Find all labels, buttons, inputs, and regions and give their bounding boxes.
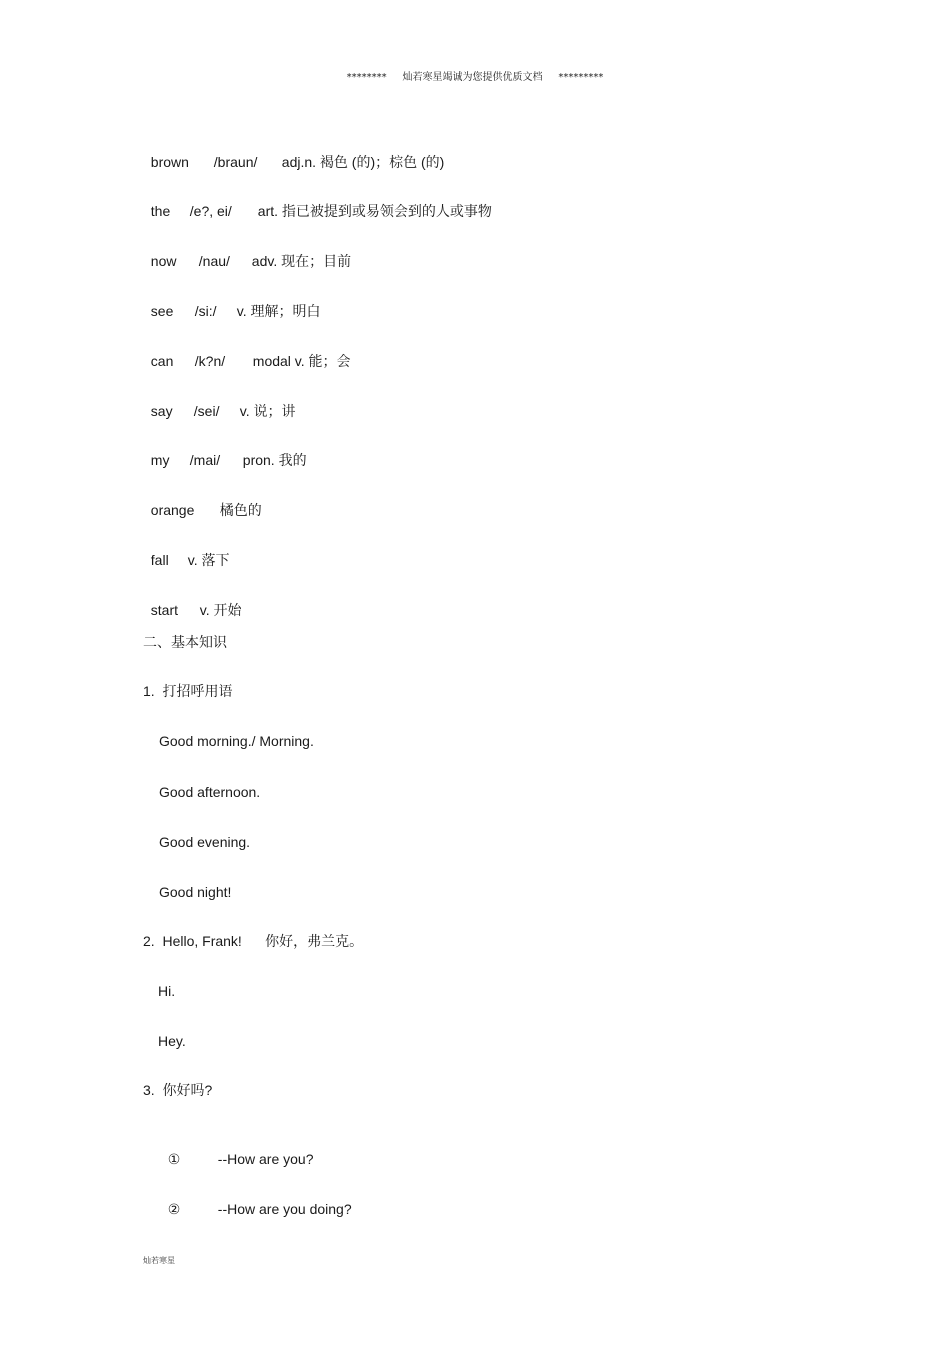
question-text: --How are you doing? (217, 1201, 352, 1217)
vocab-word: can (150, 353, 174, 369)
vocab-word: brown (150, 154, 189, 170)
vocab-meaning: adj.n. 褐色 (的)；棕色 (的) (281, 154, 445, 170)
vocab-row-fall (143, 533, 230, 569)
vocab-meaning: v. 说；讲 (239, 403, 296, 419)
vocab-word: my (150, 452, 170, 468)
reply-line: Hey. (158, 1033, 186, 1049)
section-title: 二、基本知识 (143, 634, 227, 650)
vocab-row-the (143, 184, 492, 220)
page-footer: 灿若寒星 (143, 1256, 175, 1265)
reply-line: Hi. (158, 983, 176, 999)
vocab-word: say (150, 403, 173, 419)
vocab-phonetic: /si:/ (194, 303, 217, 319)
vocab-word: fall (150, 552, 169, 568)
vocab-row-orange (143, 483, 262, 519)
question-text: --How are you? (217, 1151, 314, 1167)
vocab-meaning: v. 落下 (187, 552, 230, 568)
circled-number-marker: ② (167, 1201, 181, 1217)
vocab-meaning: v. 理解；明白 (236, 303, 321, 319)
vocab-word: orange (150, 502, 195, 518)
vocab-meaning: v. 开始 (199, 602, 242, 618)
vocab-word: see (150, 303, 174, 319)
vocab-row-can (143, 334, 351, 370)
vocab-row-brown (143, 135, 444, 171)
vocab-row-see (143, 284, 321, 320)
vocab-meaning: art. 指已被提到或易领会到的人或事物 (257, 203, 492, 219)
vocab-word: now (150, 253, 177, 269)
vocab-word: start (150, 602, 179, 618)
greeting-line: Good night! (159, 884, 232, 900)
page-header: ******** 灿若寒星竭诚为您提供优质文档 ********* (346, 72, 604, 83)
question-line (160, 1182, 352, 1218)
vocab-phonetic: /sei/ (193, 403, 220, 419)
vocab-row-now (143, 234, 351, 270)
vocab-meaning: adv. 现在；目前 (251, 253, 352, 269)
vocab-row-start (143, 583, 242, 619)
vocab-meaning: 橘色的 (219, 502, 262, 518)
greeting-line: Good afternoon. (159, 784, 261, 800)
item3-title: 3. 你好吗? (143, 1082, 213, 1098)
question-line (160, 1132, 313, 1168)
vocab-phonetic: /nau/ (198, 253, 230, 269)
vocab-meaning: pron. 我的 (242, 452, 307, 468)
item1-title: 1. 打招呼用语 (143, 683, 233, 699)
vocab-phonetic: /mai/ (189, 452, 221, 468)
vocab-word: the (150, 203, 171, 219)
item2-title: 2. Hello, Frank! 你好，弗兰克。 (143, 933, 364, 949)
vocab-row-say (143, 384, 296, 420)
vocab-row-my (143, 433, 307, 469)
vocab-phonetic: /k?n/ (194, 353, 226, 369)
circled-number-marker: ① (167, 1151, 181, 1167)
vocab-phonetic: /e?, ei/ (189, 203, 232, 219)
greeting-line: Good morning./ Morning. (159, 733, 314, 749)
vocab-phonetic: /braun/ (213, 154, 258, 170)
vocab-meaning: modal v. 能；会 (252, 353, 351, 369)
greeting-line: Good evening. (159, 834, 251, 850)
